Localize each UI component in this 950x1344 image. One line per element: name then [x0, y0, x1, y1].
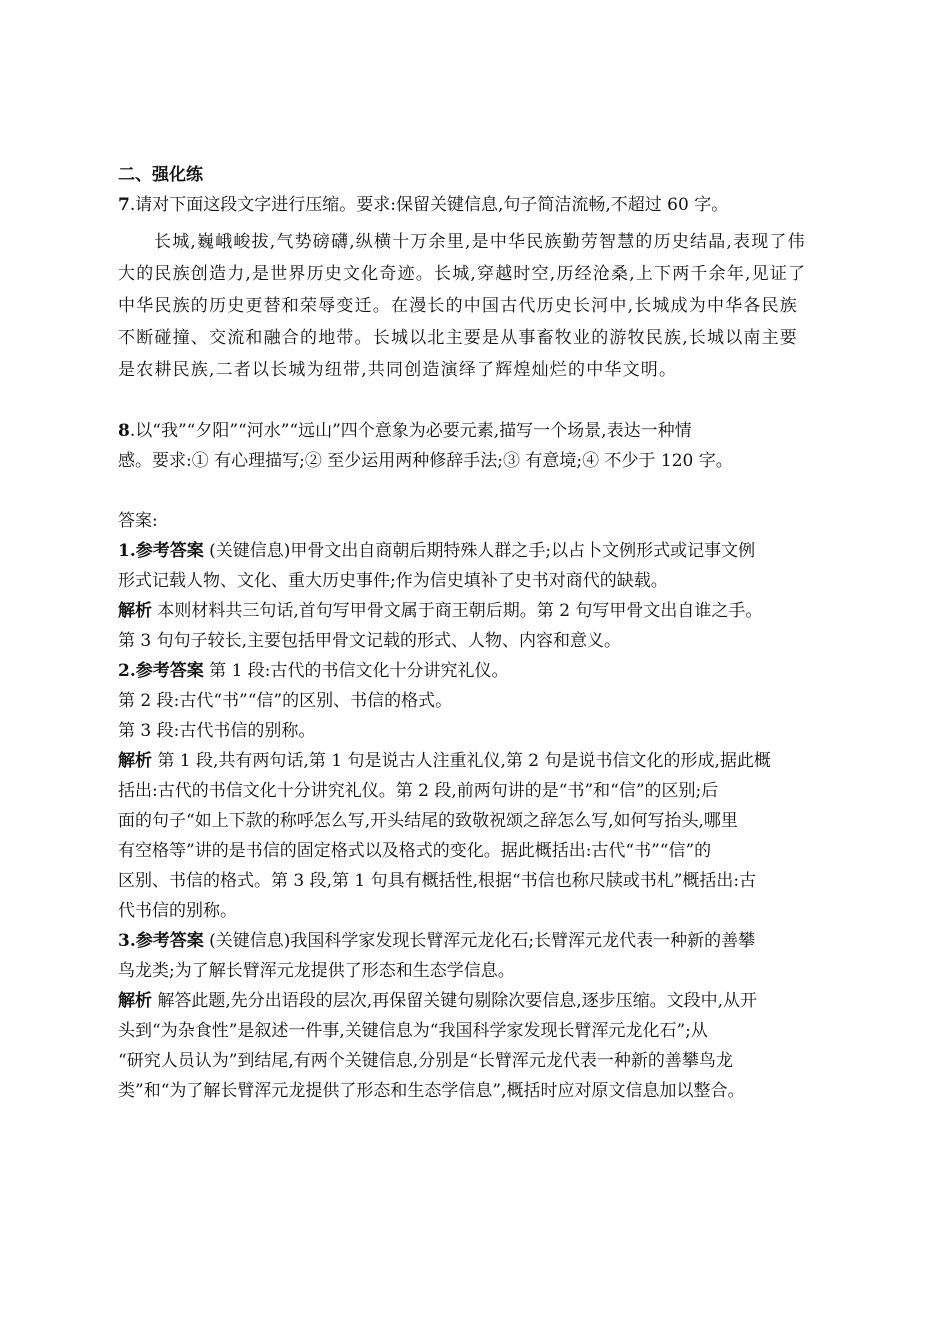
- answers-label: 答案:: [118, 511, 158, 531]
- passage-line: 不断碰撞、交流和融合的地带。长城以北主要是从事畜牧业的游牧民族,长城以南主要: [118, 328, 799, 348]
- answer-2-analysis-line: 区别、书信的格式。第 3 段,第 1 句具有概括性,根据“书信也称尺牍或书札”概括出:古: [118, 871, 757, 891]
- answer-2-line: 第 3 段:古代书信的别称。: [118, 721, 316, 741]
- answer-number: 2: [118, 661, 130, 681]
- answer-3-line: 鸟龙类;为了解长臂浑元龙提供了形态和生态学信息。: [118, 961, 515, 981]
- answer-2-analysis-line: [118, 746, 848, 776]
- answer-1-line: 形式记载人物、文化、重大历史事件;作为信史填补了史书对商代的缺载。: [118, 571, 668, 591]
- question-text: .请对下面这段文字进行压缩。要求:保留关键信息,句子简洁流畅,不超过 60 字。: [129, 195, 729, 215]
- reference-answer-tag: .参考答案: [129, 541, 204, 561]
- question-number: 8: [118, 421, 130, 441]
- answer-2-analysis-line: 有空格等”讲的是书信的固定格式以及格式的变化。据此概括出:古代“书”“信”的: [118, 841, 712, 861]
- answer-1-analysis-line: [118, 596, 848, 626]
- answer-2-line: [118, 656, 848, 686]
- answer-number: 3: [118, 931, 130, 951]
- passage-line: 长城,巍峨峻拔,气势磅礴,纵横十万余里,是中华民族勤劳智慧的历史结晶,表现了伟: [154, 232, 806, 252]
- answer-3-analysis-line: 头到“为杂食性”是叙述一件事,关键信息为“我国科学家发现长臂浑元龙化石”;从: [118, 1021, 708, 1041]
- answer-3-analysis-line: “研究人员认为”到结尾,有两个关键信息,分别是“长臂浑元龙代表一种新的善攀鸟龙: [118, 1051, 733, 1071]
- passage-line: 中华民族的历史更替和荣辱变迁。在漫长的中国古代历史长河中,长城成为中华各民族: [118, 296, 799, 316]
- answer-2-analysis-line: 面的句子“如上下款的称呼怎么写,开头结尾的致敬祝颂之辞怎么写,如何写抬头,哪里: [118, 811, 738, 831]
- answer-3-line: [118, 926, 848, 956]
- question-7-prompt: [118, 190, 848, 220]
- answer-text: 第 1 段:古代的书信文化十分讲究礼仪。: [203, 661, 509, 681]
- analysis-tag: 解析: [118, 601, 152, 621]
- answer-1-line: [118, 536, 848, 566]
- question-8-prompt-line: 感。要求:① 有心理描写;② 至少运用两种修辞手法;③ 有意境;④ 不少于 120 字。: [118, 451, 733, 471]
- answer-1-analysis-line: 第 3 句句子较长,主要包括甲骨文记载的形式、人物、内容和意义。: [118, 631, 622, 651]
- analysis-text: 解答此题,先分出语段的层次,再保留关键句剔除次要信息,逐步压缩。文段中,从开: [152, 991, 758, 1011]
- passage-line: 是农耕民族,二者以长城为纽带,共同创造演绎了辉煌灿烂的中华文明。: [118, 360, 678, 380]
- answer-2-analysis-line: 括出:古代的书信文化十分讲究礼仪。第 2 段,前两句讲的是“书”和“信”的区别;后: [118, 781, 719, 801]
- answer-2-analysis-line: 代书信的别称。: [118, 901, 237, 921]
- question-number: 7: [118, 195, 130, 215]
- question-7-passage: [118, 226, 848, 386]
- answer-3-analysis-line: 类”和“为了解长臂浑元龙提供了形态和生态学信息”,概括时应对原文信息加以整合。: [118, 1081, 745, 1101]
- document-page: [118, 160, 848, 1106]
- answer-text: (关键信息)甲骨文出自商朝后期特殊人群之手;以占卜文例形式或记事文例: [203, 541, 756, 561]
- question-8-prompt-line: [118, 416, 848, 446]
- reference-answer-tag: .参考答案: [129, 661, 204, 681]
- analysis-tag: 解析: [118, 751, 152, 771]
- reference-answer-tag: .参考答案: [129, 931, 204, 951]
- question-text: .以“我”“夕阳”“河水”“远山”四个意象为必要元素,描写一个场景,表达一种情: [129, 421, 692, 441]
- answer-2-line: 第 2 段:古代“书”“信”的区别、书信的格式。: [118, 691, 453, 711]
- analysis-tag: 解析: [118, 991, 152, 1011]
- answer-3-analysis-line: [118, 986, 848, 1016]
- analysis-text: 第 1 段,共有两句话,第 1 句是说古人注重礼仪,第 2 句是说书信文化的形成,据此概: [152, 751, 771, 771]
- answer-number: 1: [118, 541, 130, 561]
- answer-text: (关键信息)我国科学家发现长臂浑元龙化石;长臂浑元龙代表一种新的善攀: [203, 931, 756, 951]
- passage-line: 大的民族创造力,是世界历史文化奇迹。长城,穿越时空,历经沧桑,上下两千余年,见证了: [118, 264, 807, 284]
- section-title: 二、强化练: [118, 165, 203, 185]
- analysis-text: 本则材料共三句话,首句写甲骨文属于商王朝后期。第 2 句写甲骨文出自谁之手。: [152, 601, 763, 621]
